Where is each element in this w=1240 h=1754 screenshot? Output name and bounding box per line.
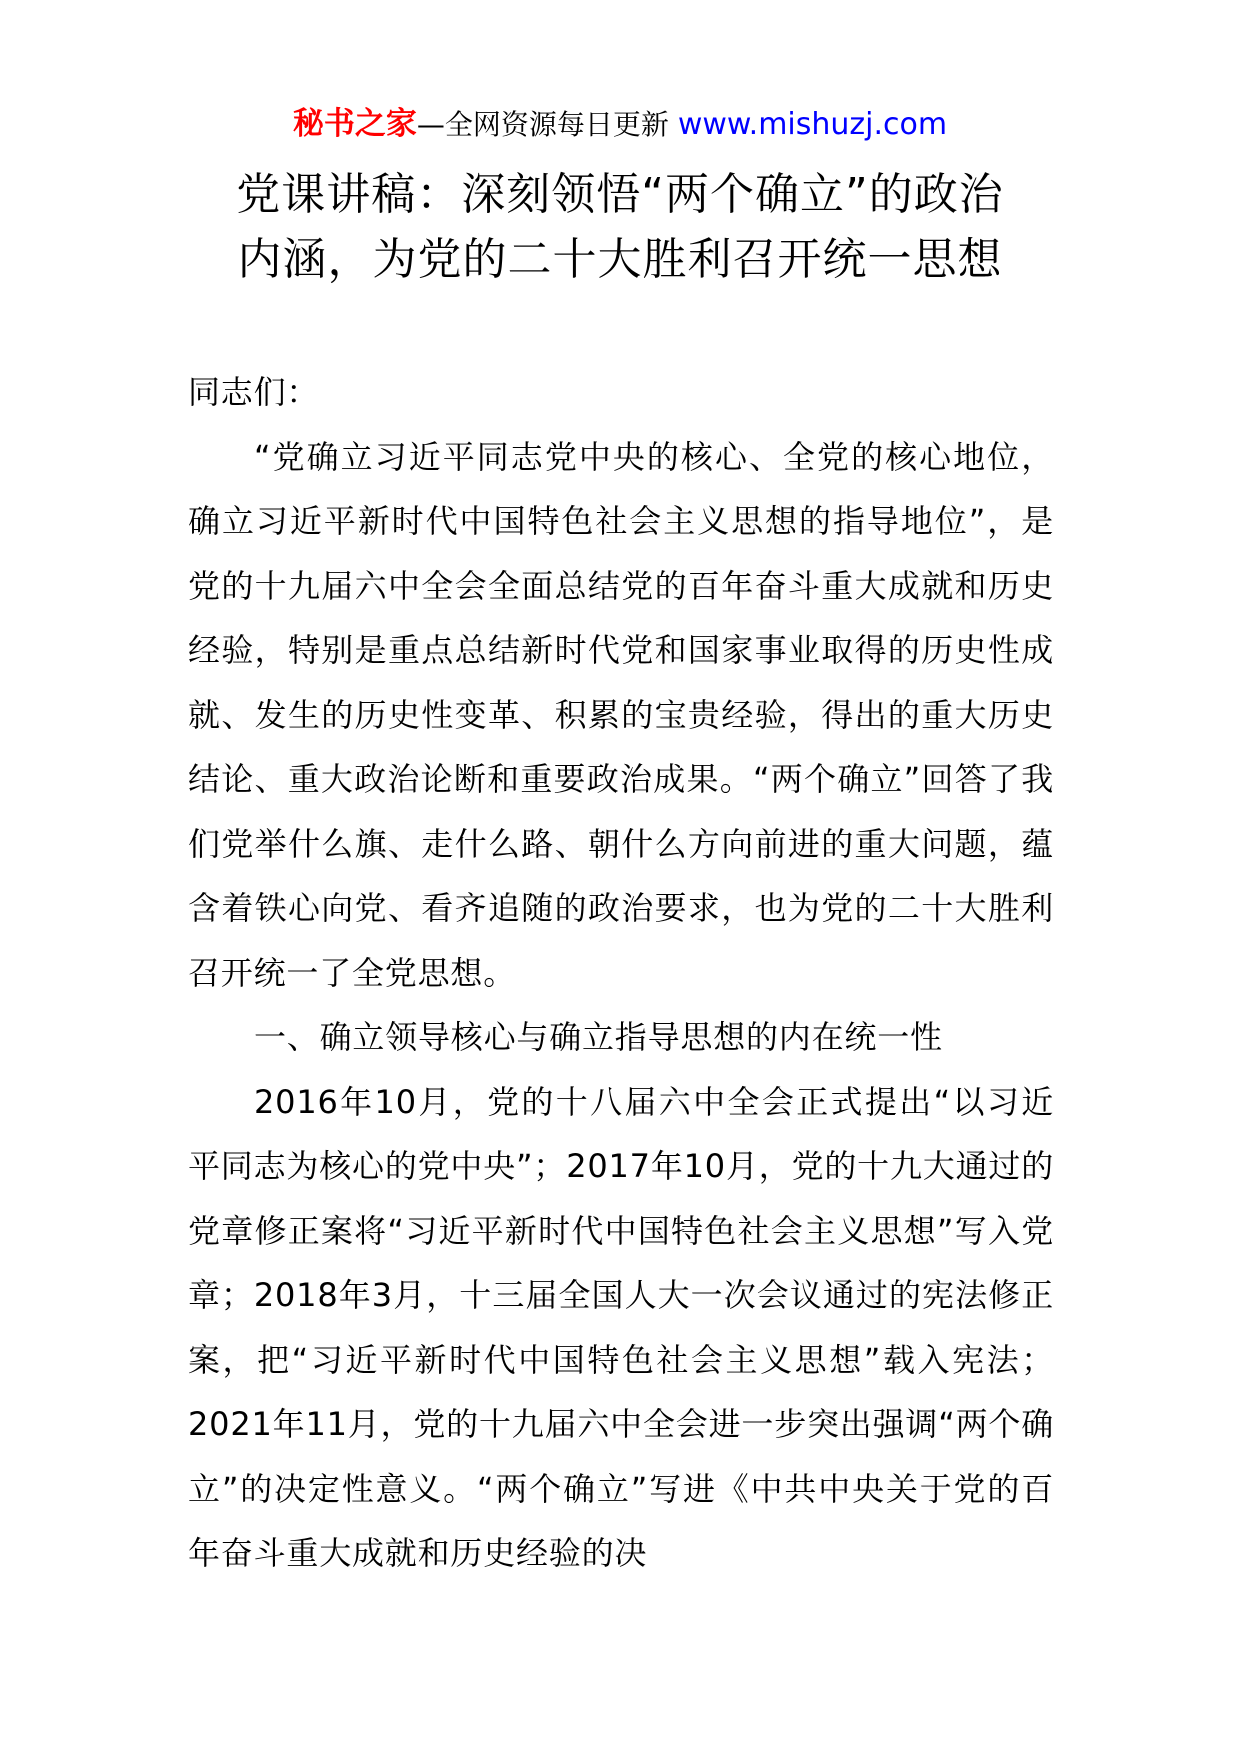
title-line-2: 内涵，为党的二十大胜利召开统一思想: [237, 234, 1003, 285]
salutation: 同志们：: [188, 373, 320, 411]
header-tagline: —全网资源每日更新: [416, 108, 669, 141]
title-line-1: 党课讲稿：深刻领悟“两个确立”的政治: [236, 169, 1004, 220]
site-header: [0, 104, 1240, 145]
document-body: [188, 360, 1054, 1586]
site-url-link[interactable]: www.mishuzj.com: [677, 107, 948, 142]
body-paragraph: “党确立习近平同志党中央的核心、全党的核心地位，确立习近平新时代中国特色社会主义思想的指导地位”，是党的十九届六中全会全面总结党的百年奋斗重大成就和历史经验，特别是重点总结新时代党和国家事业取得的历史性成就、发生的历史性变革、积累的宝贵经验，得出的重大历史结论、重大政治论断和重要政治成果。“两个确立”回答了我们党举什么旗、走什么路、朝什么方向前进的重大问题，蕴含着铁心向党、看齐追随的政治要求，也为党的二十大胜利召开统一了全党思想。: [188, 437, 1054, 992]
brand-name: 秘书之家: [292, 106, 417, 142]
document-title: [150, 162, 1090, 292]
section-heading: 一、确立领导核心与确立指导思想的内在统一性: [254, 1018, 943, 1056]
section-paragraph: 2016年10月，党的十八届六中全会正式提出“以习近平同志为核心的党中央”；2017年10月，党的十九大通过的党章修正案将“习近平新时代中国特色社会主义思想”写入党章；2018年3月，十三届全国人大一次会议通过的宪法修正案，把“习近平新时代中国特色社会主义思想”载入宪法；2021年11月，党的十九届六中全会进一步突出强调“两个确立”的决定性意义。“两个确立”写进《中共中央关于党的百年奋斗重大成就和历史经验的决: [188, 1082, 1054, 1572]
